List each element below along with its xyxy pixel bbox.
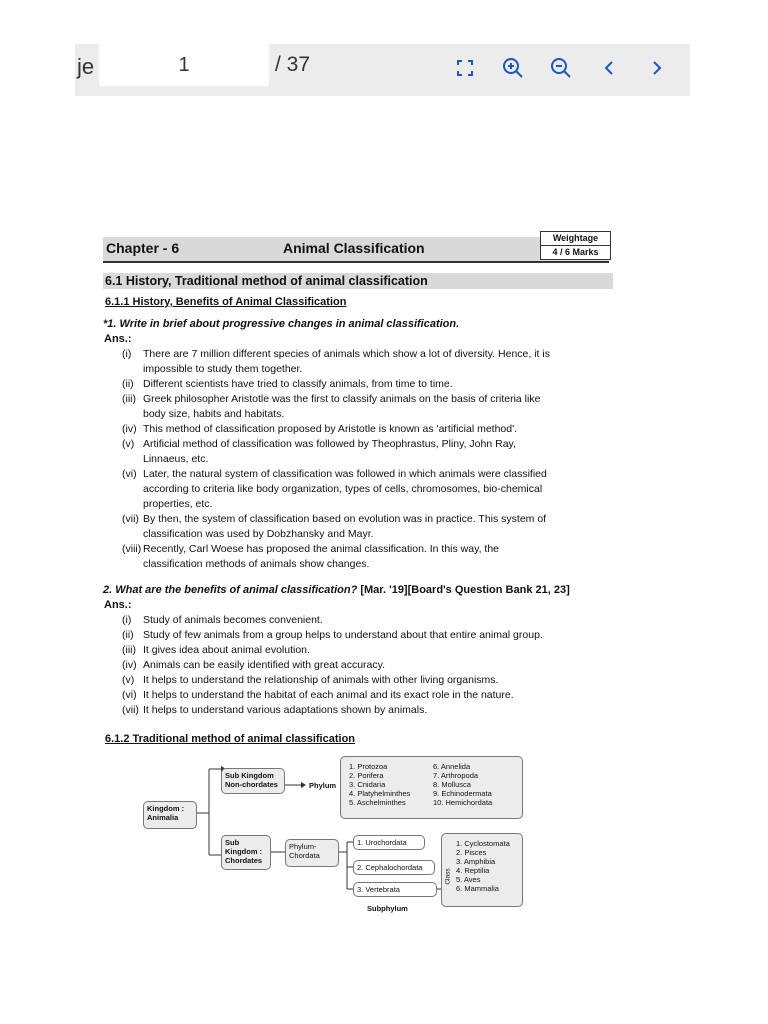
phylum-label: Phylum [309,781,337,790]
list-item: (vii) It helps to understand various adaptations shown by animals. [122,704,428,716]
list-item: (iii) Greek philosopher Aristotle was the first to classify animals on the basis of criteria like body size, habits and habitats. [122,393,541,420]
list-item: (viii) Recently, Carl Woese has proposed the animal classification. In this way, the classification methods of animals show changes. [122,543,500,570]
list-item: (vii) By then, the system of classification based on evolution was in practice. This system of classification was used by Dobzhansky and Mayr. [122,513,547,540]
list-item: (ii) Different scientists have tried to classify animals, from time to time. [122,378,453,390]
list-item: (i) Study of animals becomes convenient. [122,614,323,626]
list-item: (v) Artificial method of classification was followed by Theophrastus, Pliny, John Ray, Linnaeus, etc. [122,438,516,465]
sub-kingdom-chordates-box: Sub Kingdom : Chordates [221,835,271,870]
question-2: 2. What are the benefits of animal classification? [Mar. '19][Board's Question Bank 21, 23] [103,584,570,596]
subsection-heading-2: 6.1.2 Traditional method of animal classification [105,733,356,745]
question-1: *1. Write in brief about progressive changes in animal classification. [103,318,460,330]
sub-kingdom-nonchordates-box: Sub Kingdom Non-chordates [221,768,285,794]
subsection-heading-1: 6.1.1 History, Benefits of Animal Classification [105,296,347,308]
list-item: (i) There are 7 million different species of animals which show a lot of diversity. Hence, it is impossible to study them together. [122,348,550,375]
subphylum-label: Subphylum [367,904,408,913]
subphylum-urochordata: 1. Urochordata [353,835,425,850]
list-item: (iv) This method of classification proposed by Aristotle is known as 'artificial method'. [122,423,518,435]
page-total: / 37 [275,53,311,76]
subphylum-vertebrata: 3. Vertebrata [353,882,437,897]
page-label: je [77,54,95,79]
chapter-title: Animal Classification [283,240,425,256]
answer-label-2: Ans.: [104,599,132,611]
kingdom-box: Kingdom : Animalia [143,801,197,829]
section-title: 6.1 History, Traditional method of animal classification [103,273,613,289]
list-item: (vi) Later, the natural system of classification was followed in which animals were classified according to criteria like body organization, types of cells, chromosomes, bio-chemical properties, etc. [122,468,547,510]
list-item: (vi) It helps to understand the habitat of each animal and its exact role in the nature. [122,689,514,701]
list-item: (ii) Study of few animals from a group helps to understand about that entire animal group. [122,629,543,641]
phyla-box: 1. Protozoa 2. Porifera 3. Cnidaria 4. Platyhelminthes 5. Aschelminthes 6. Annelida 7. Arthropoda 8. Mollusca 9. Echinodermata 10. Hemichordata [340,756,523,819]
classification-diagram [135,755,535,920]
chapter-label: Chapter - 6 [106,240,180,256]
list-item: (v) It helps to understand the relationship of animals with other living organisms. [122,674,499,686]
answer-label-1: Ans.: [104,333,132,345]
subphylum-cephalochordata: 2. Cephalochordata [353,860,435,875]
page-number-input[interactable]: 1 [99,44,269,86]
chapter-header [103,237,609,263]
list-item: (iv) Animals can be easily identified with great accuracy. [122,659,386,671]
phylum-chordata-box: Phylum- Chordata [285,839,339,867]
weightage-box [540,231,611,260]
list-item: (iii) It gives idea about animal evolution. [122,644,310,656]
weightage-value: 4 / 6 Marks [541,245,610,259]
weightage-label: Weightage [552,233,599,243]
class-box: Class 1. Cyclostomata 2. Pisces 3. Amphibia 4. Reptilia 5. Aves 6. Mammalia [441,833,523,907]
class-label: Class [444,868,452,885]
